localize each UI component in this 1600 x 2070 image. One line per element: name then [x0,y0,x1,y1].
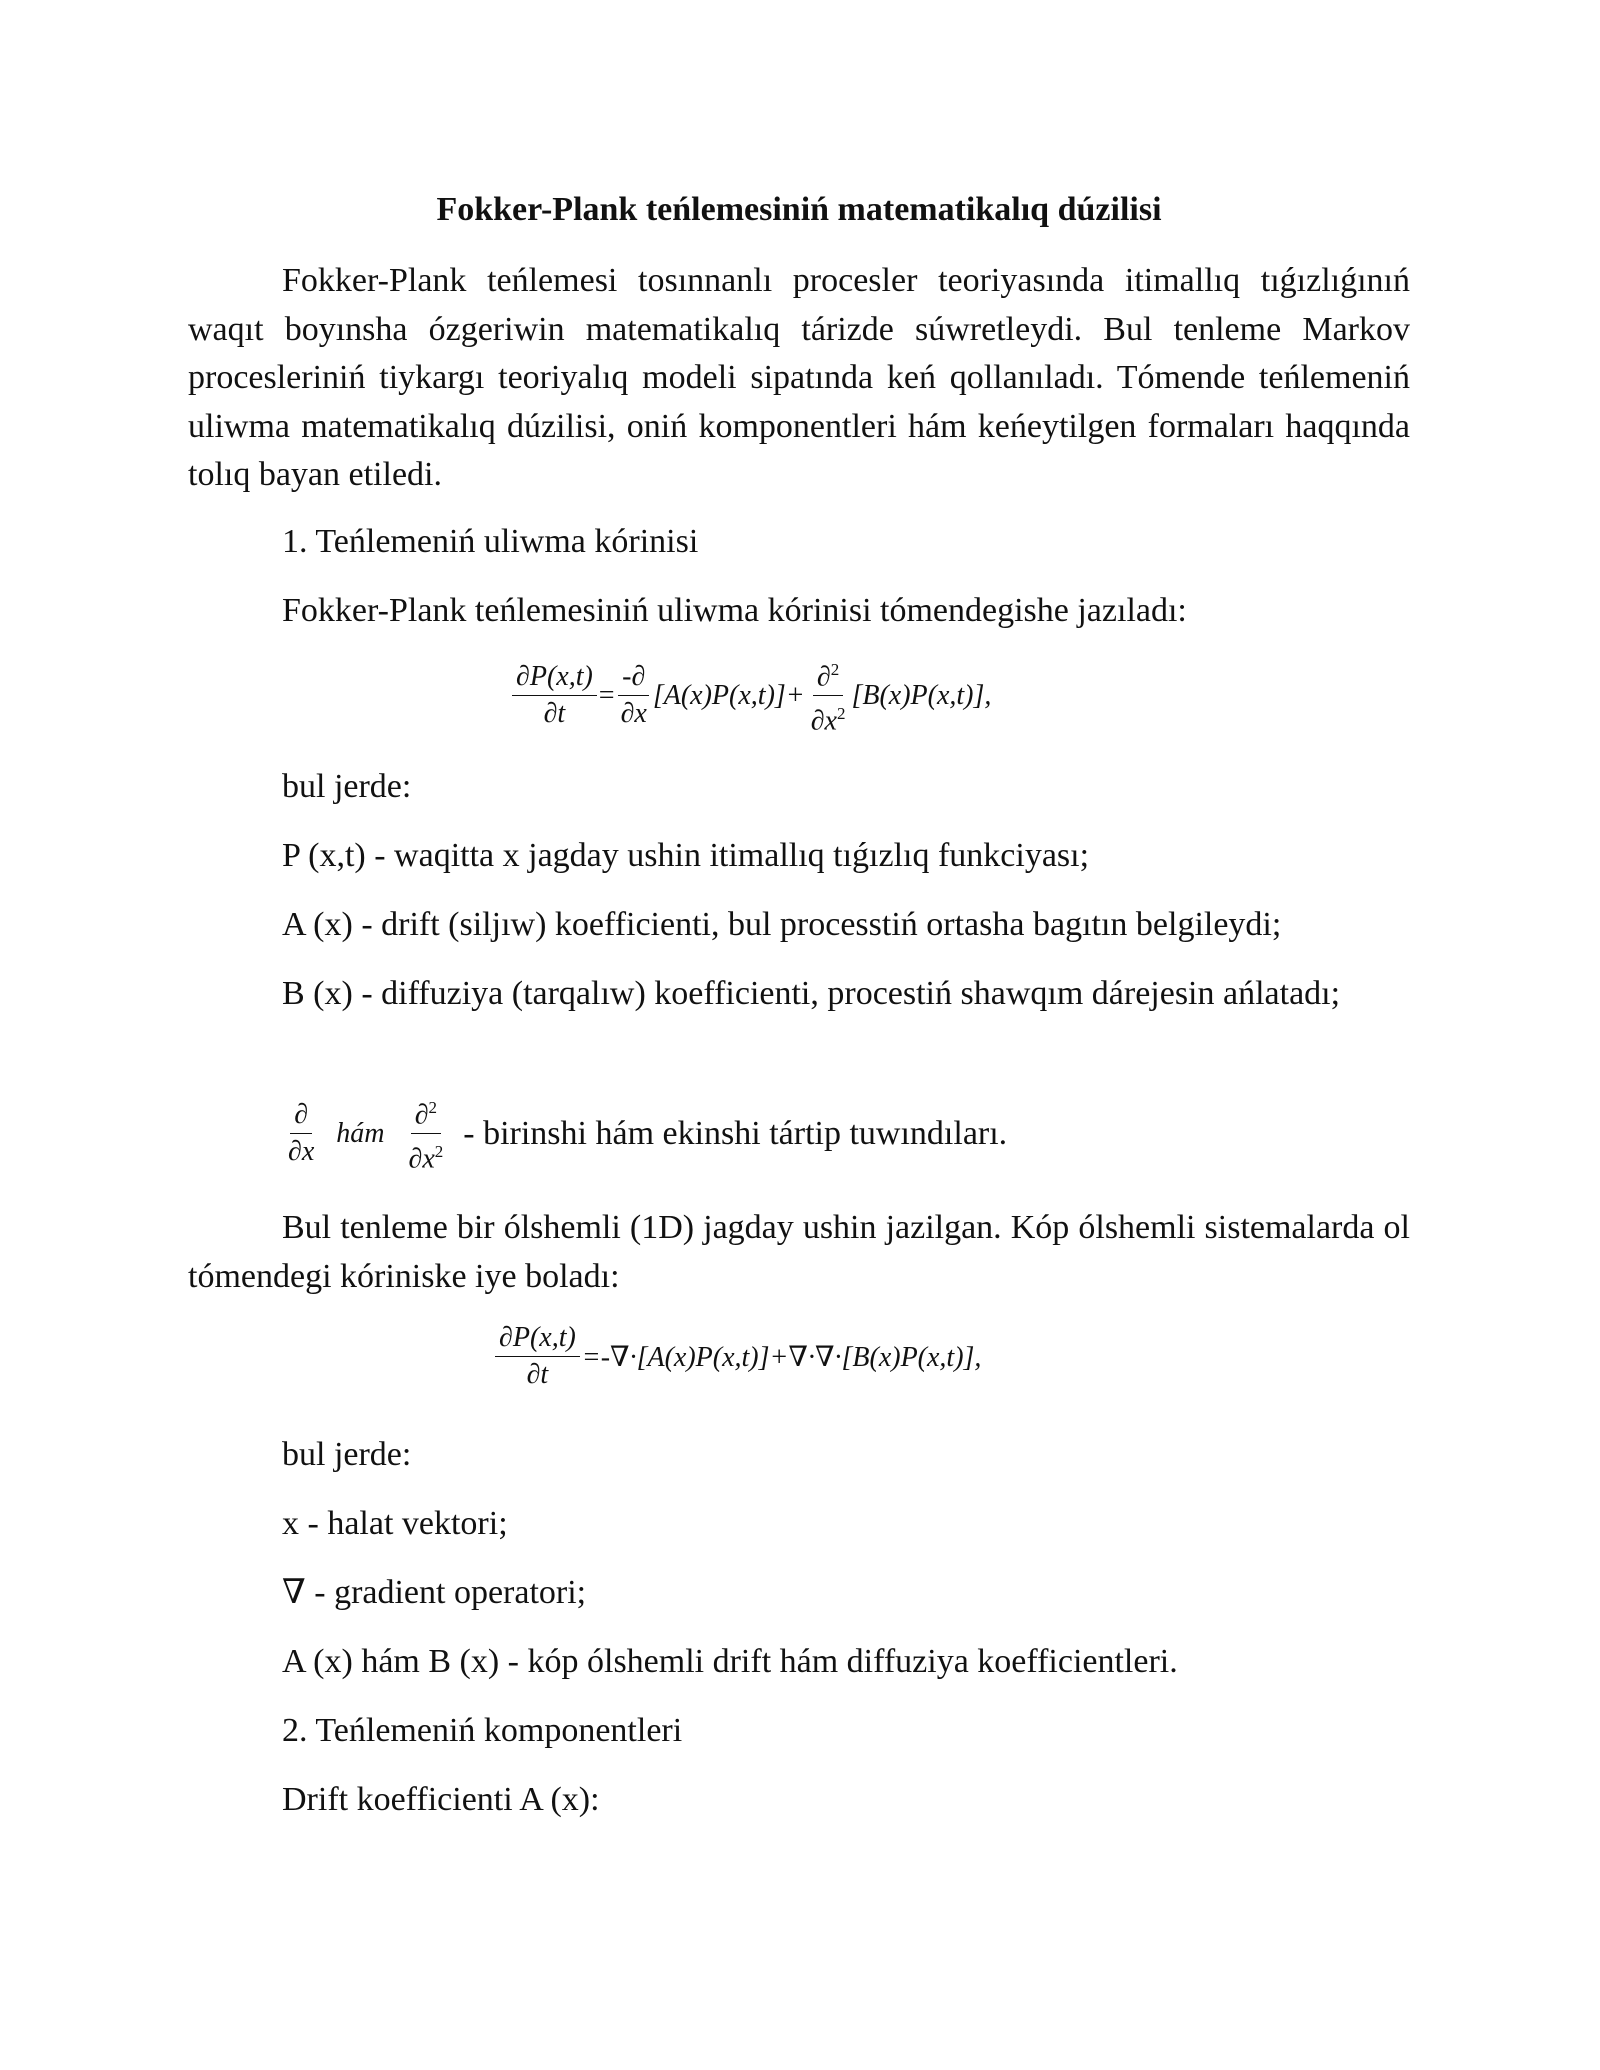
diffusion-derivative-fraction [807,654,850,738]
fokker-planck-equation-1d [510,654,991,738]
first-derivative-numerator: ∂ [290,1099,312,1134]
definition-nabla: ∇ - gradient operatori; [282,1574,587,1611]
rhs-expression: =-∇·[A(x)P(x,t)]+∇·∇·[B(x)P(x,t)], [581,1341,982,1373]
drift-numerator: -∂ [618,661,649,696]
diffusion-denominator: $\partial x^2$ [810,704,846,737]
lhs-denominator: ∂t [543,698,566,730]
drift-heading: Drift koefficienti A (x): [282,1781,600,1818]
fokker-planck-equation-nd [493,1322,981,1391]
lhs-fraction-2 [495,1322,580,1391]
where-label-2: bul jerde: [282,1436,412,1473]
equals-sign: = [598,679,615,711]
second-derivative-fraction [405,1092,448,1176]
definition-ab: A (x) hám B (x) - kóp ólshemli drift hám diffuziya koefficientleri. [282,1643,1178,1680]
first-derivative-fraction [284,1099,318,1168]
ham-word: hám [336,1117,385,1149]
drift-denominator: ∂x [620,698,647,730]
multidimensional-paragraph: Bul tenleme bir ólshemli (1D) jagday ushin jazilgan. Kóp ólshemli sistemalarda ol tómendegi kóriniske iye boladı: [188,1209,1410,1295]
equation-intro: Fokker-Plank teńlemesiniń uliwma kórinisi tómendegishe jazıladı: [282,592,1187,629]
definition-a: A (x) - drift (siljıw) koefficienti, bul processtiń ortasha bagıtın belgileydi; [282,906,1282,943]
definition-b: B (x) - diffuziya (tarqalıw) koefficienti, procestiń shawqım dárejesin ańlatadı; [282,975,1341,1012]
first-derivative-denominator: ∂x [288,1136,315,1168]
lhs-denominator-2: ∂t [526,1359,549,1390]
derivative-notation [282,1092,1007,1176]
definition-p: P (x,t) - waqitta x jagday ushin itimallıq tıǵızlıq funkciyası; [282,837,1090,874]
lhs-numerator-2: ∂P(x,t) [495,1322,580,1357]
section-heading-1: 1. Teńlemeniń uliwma kórinisi [282,523,699,560]
where-label-1: bul jerde: [282,768,412,805]
diffusion-numerator: ∂$^2$ [813,654,843,696]
section-heading-2: 2. Teńlemeniń komponentleri [282,1712,683,1749]
second-derivative-numerator: ∂$^2$ [411,1092,441,1134]
diffusion-term: [B(x)P(x,t)], [851,679,992,711]
lhs-numerator: ∂P(x,t) [512,661,597,696]
drift-derivative-fraction [617,661,651,730]
drift-term: [A(x)P(x,t)]+ [652,679,805,711]
intro-paragraph: Fokker-Plank teńlemesi tosınnanlı procesler teoriyasında itimallıq tıǵızlıǵınıń waqıt boyınsha ózgeriwin matematikalıq tárizde súwretleydi. Bul tenleme Markov procesleriniń tiykargı teoriyalıq modeli sipatında keń qollanıladı. Tómende teńlemeniń uliwma matematikalıq dúzilisi, oniń komponentleri hám keńeytilgen formaları haqqında tolıq bayan etiledi. [188,262,1410,493]
document-title: Fokker-Plank teńlemesiniń matematikalıq dúzilisi [436,191,1162,228]
definition-x: x - halat vektori; [282,1505,508,1542]
document-page [188,0,1410,2070]
derivative-description: - birinshi hám ekinshi tártip tuwındıları. [463,1114,1008,1152]
lhs-fraction [512,661,597,730]
second-derivative-denominator: $\partial x^2$ [408,1142,444,1175]
